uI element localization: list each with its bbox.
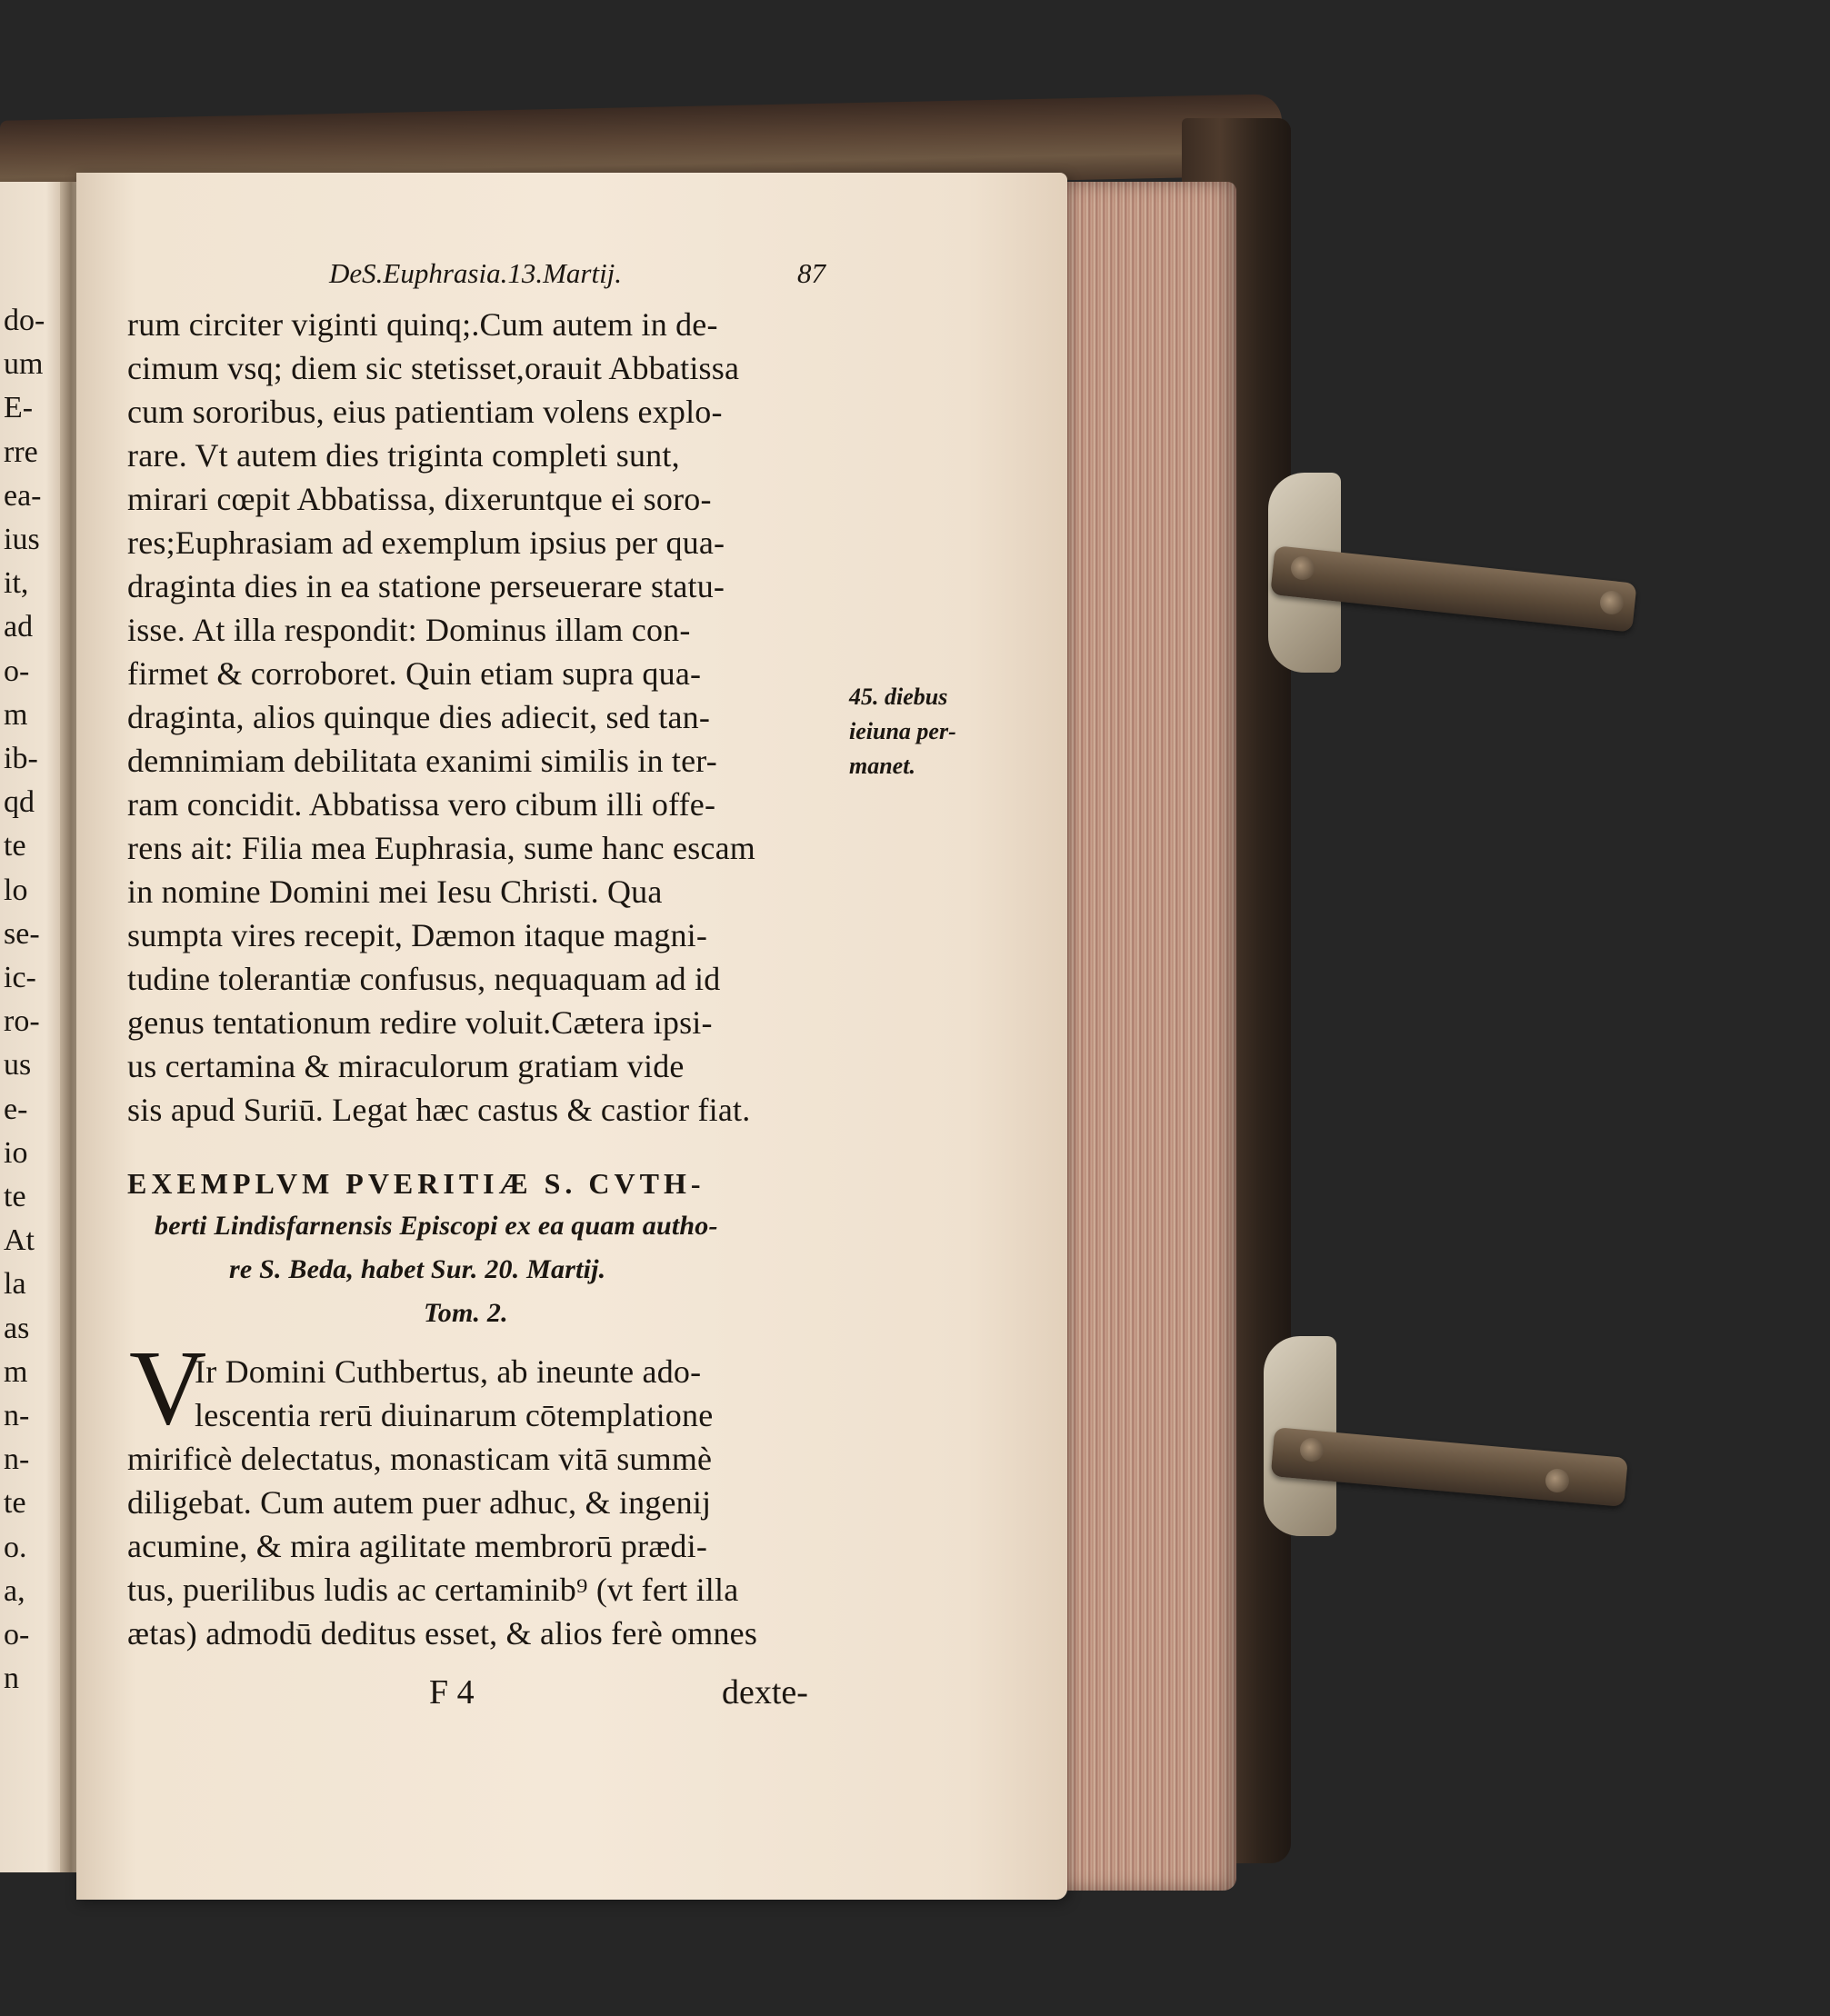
left-page-fragment: um bbox=[4, 347, 44, 382]
marginal-note: ieiuna per- bbox=[849, 718, 956, 744]
left-page-fragment: n- bbox=[4, 1442, 30, 1477]
left-page-fragment: it, bbox=[4, 566, 29, 601]
catchword: dexte- bbox=[722, 1673, 808, 1712]
body-line: genus tentationum redire voluit.Cætera ipsi- bbox=[127, 1004, 713, 1041]
lower-clasp-rivet-icon bbox=[1300, 1438, 1324, 1462]
left-page-fragment: At bbox=[4, 1223, 35, 1258]
left-page-fragment: a, bbox=[4, 1573, 25, 1608]
upper-clasp-hook-icon bbox=[1600, 591, 1624, 614]
left-page-fragment: rre bbox=[4, 434, 38, 469]
left-page-fragment: o. bbox=[4, 1530, 27, 1564]
left-page-fragment: io bbox=[4, 1135, 28, 1170]
left-page-fragment: m bbox=[4, 1354, 28, 1389]
left-page-fragment: qd bbox=[4, 785, 35, 820]
body-line: isse. At illa respondit: Dominus illam con- bbox=[127, 612, 691, 648]
body-line: rum circiter viginti quinq;.Cum autem in de- bbox=[127, 306, 718, 343]
left-page-fragment: ic- bbox=[4, 961, 36, 994]
left-page-fragment: ius bbox=[4, 523, 40, 556]
body-line: us certamina & miraculorum gratiam vide bbox=[127, 1048, 685, 1084]
left-page-fragment: ro- bbox=[4, 1004, 40, 1039]
running-head: DeS.Euphrasia.13.Martij. bbox=[329, 257, 623, 289]
left-page-fragment: te bbox=[4, 1486, 26, 1521]
body-line: in nomine Domini mei Iesu Christi. Qua bbox=[127, 873, 663, 910]
upper-clasp-rivet-icon bbox=[1291, 556, 1315, 580]
body-line: firmet & corroboret. Quin etiam supra qua- bbox=[127, 655, 702, 692]
left-page-fragment: us bbox=[4, 1048, 32, 1083]
body-line: Ir Domini Cuthbertus, ab ineunte ado- bbox=[195, 1353, 702, 1390]
section-heading: re S. Beda, habet Sur. 20. Martij. bbox=[229, 1254, 606, 1284]
lower-clasp-hook-icon bbox=[1545, 1469, 1569, 1492]
left-page-fragment: n bbox=[4, 1662, 19, 1696]
body-line: cimum vsq; diem sic stetisset,orauit Abbatissa bbox=[127, 350, 740, 386]
left-page-fragment: o- bbox=[4, 654, 30, 688]
body-line: cum sororibus, eius patientiam volens explo- bbox=[127, 394, 723, 430]
left-page-fragment: E- bbox=[4, 391, 34, 425]
marginal-note: manet. bbox=[849, 753, 915, 779]
page-block-edges bbox=[1055, 182, 1236, 1891]
left-page-fragment: se- bbox=[4, 916, 40, 951]
body-line: res;Euphrasiam ad exemplum ipsius per qua- bbox=[127, 524, 725, 561]
body-line: ram concidit. Abbatissa vero cibum illi offe- bbox=[127, 786, 716, 823]
left-page-fragment: la bbox=[4, 1267, 26, 1302]
body-line: draginta dies in ea statione perseuerare statu- bbox=[127, 568, 725, 604]
body-line: tudine tolerantiæ confusus, nequaquam ad id bbox=[127, 961, 721, 997]
left-page-fragment: ea- bbox=[4, 478, 42, 513]
body-line: ætas) admodū deditus esset, & alios ferè omnes bbox=[127, 1615, 758, 1652]
marginal-note: 45. diebus bbox=[849, 684, 948, 710]
left-page-fragment: te bbox=[4, 829, 26, 863]
left-page-fragment: o- bbox=[4, 1618, 30, 1652]
section-heading: Tom. 2. bbox=[424, 1298, 508, 1328]
body-line: rens ait: Filia mea Euphrasia, sume hanc escam bbox=[127, 830, 755, 866]
body-line: acumine, & mira agilitate membrorū prædi- bbox=[127, 1528, 708, 1564]
body-line: mirificè delectatus, monasticam vitā summè bbox=[127, 1441, 713, 1477]
section-heading: berti Lindisfarnensis Episcopi ex ea quam autho- bbox=[155, 1211, 718, 1241]
left-page-fragment: te bbox=[4, 1180, 26, 1213]
left-page-fragment: ib- bbox=[4, 742, 38, 775]
signature-mark: F 4 bbox=[429, 1673, 475, 1712]
body-line: rare. Vt autem dies triginta completi sunt, bbox=[127, 437, 680, 474]
body-line: sis apud Suriū. Legat hæc castus & castior fiat. bbox=[127, 1092, 751, 1128]
page-number: 87 bbox=[797, 257, 825, 289]
body-line: tus, puerilibus ludis ac certaminib⁹ (vt fert illa bbox=[127, 1572, 739, 1608]
left-page-fragment: lo bbox=[4, 873, 28, 907]
body-line: mirari cœpit Abbatissa, dixeruntque ei soro- bbox=[127, 481, 712, 517]
left-page-fragment: e- bbox=[4, 1092, 28, 1126]
left-page-fragment: as bbox=[4, 1311, 30, 1345]
left-page-fragment: m bbox=[4, 697, 28, 732]
left-page-fragment: n- bbox=[4, 1399, 30, 1432]
body-line: diligebat. Cum autem puer adhuc, & ingenij bbox=[127, 1484, 712, 1521]
left-page-fragment: do- bbox=[4, 304, 45, 337]
section-heading: EXEMPLVM PVERITIÆ S. CVTH- bbox=[127, 1167, 705, 1200]
drop-cap: V bbox=[129, 1328, 207, 1447]
body-line: lescentia rerū diuinarum cōtemplatione bbox=[195, 1397, 714, 1433]
left-page-fragment: ad bbox=[4, 610, 34, 644]
body-line: draginta, alios quinque dies adiecit, sed tan- bbox=[127, 699, 711, 735]
body-line: sumpta vires recepit, Dæmon itaque magni- bbox=[127, 917, 708, 953]
body-line: demnimiam debilitata exanimi similis in ter- bbox=[127, 743, 717, 779]
